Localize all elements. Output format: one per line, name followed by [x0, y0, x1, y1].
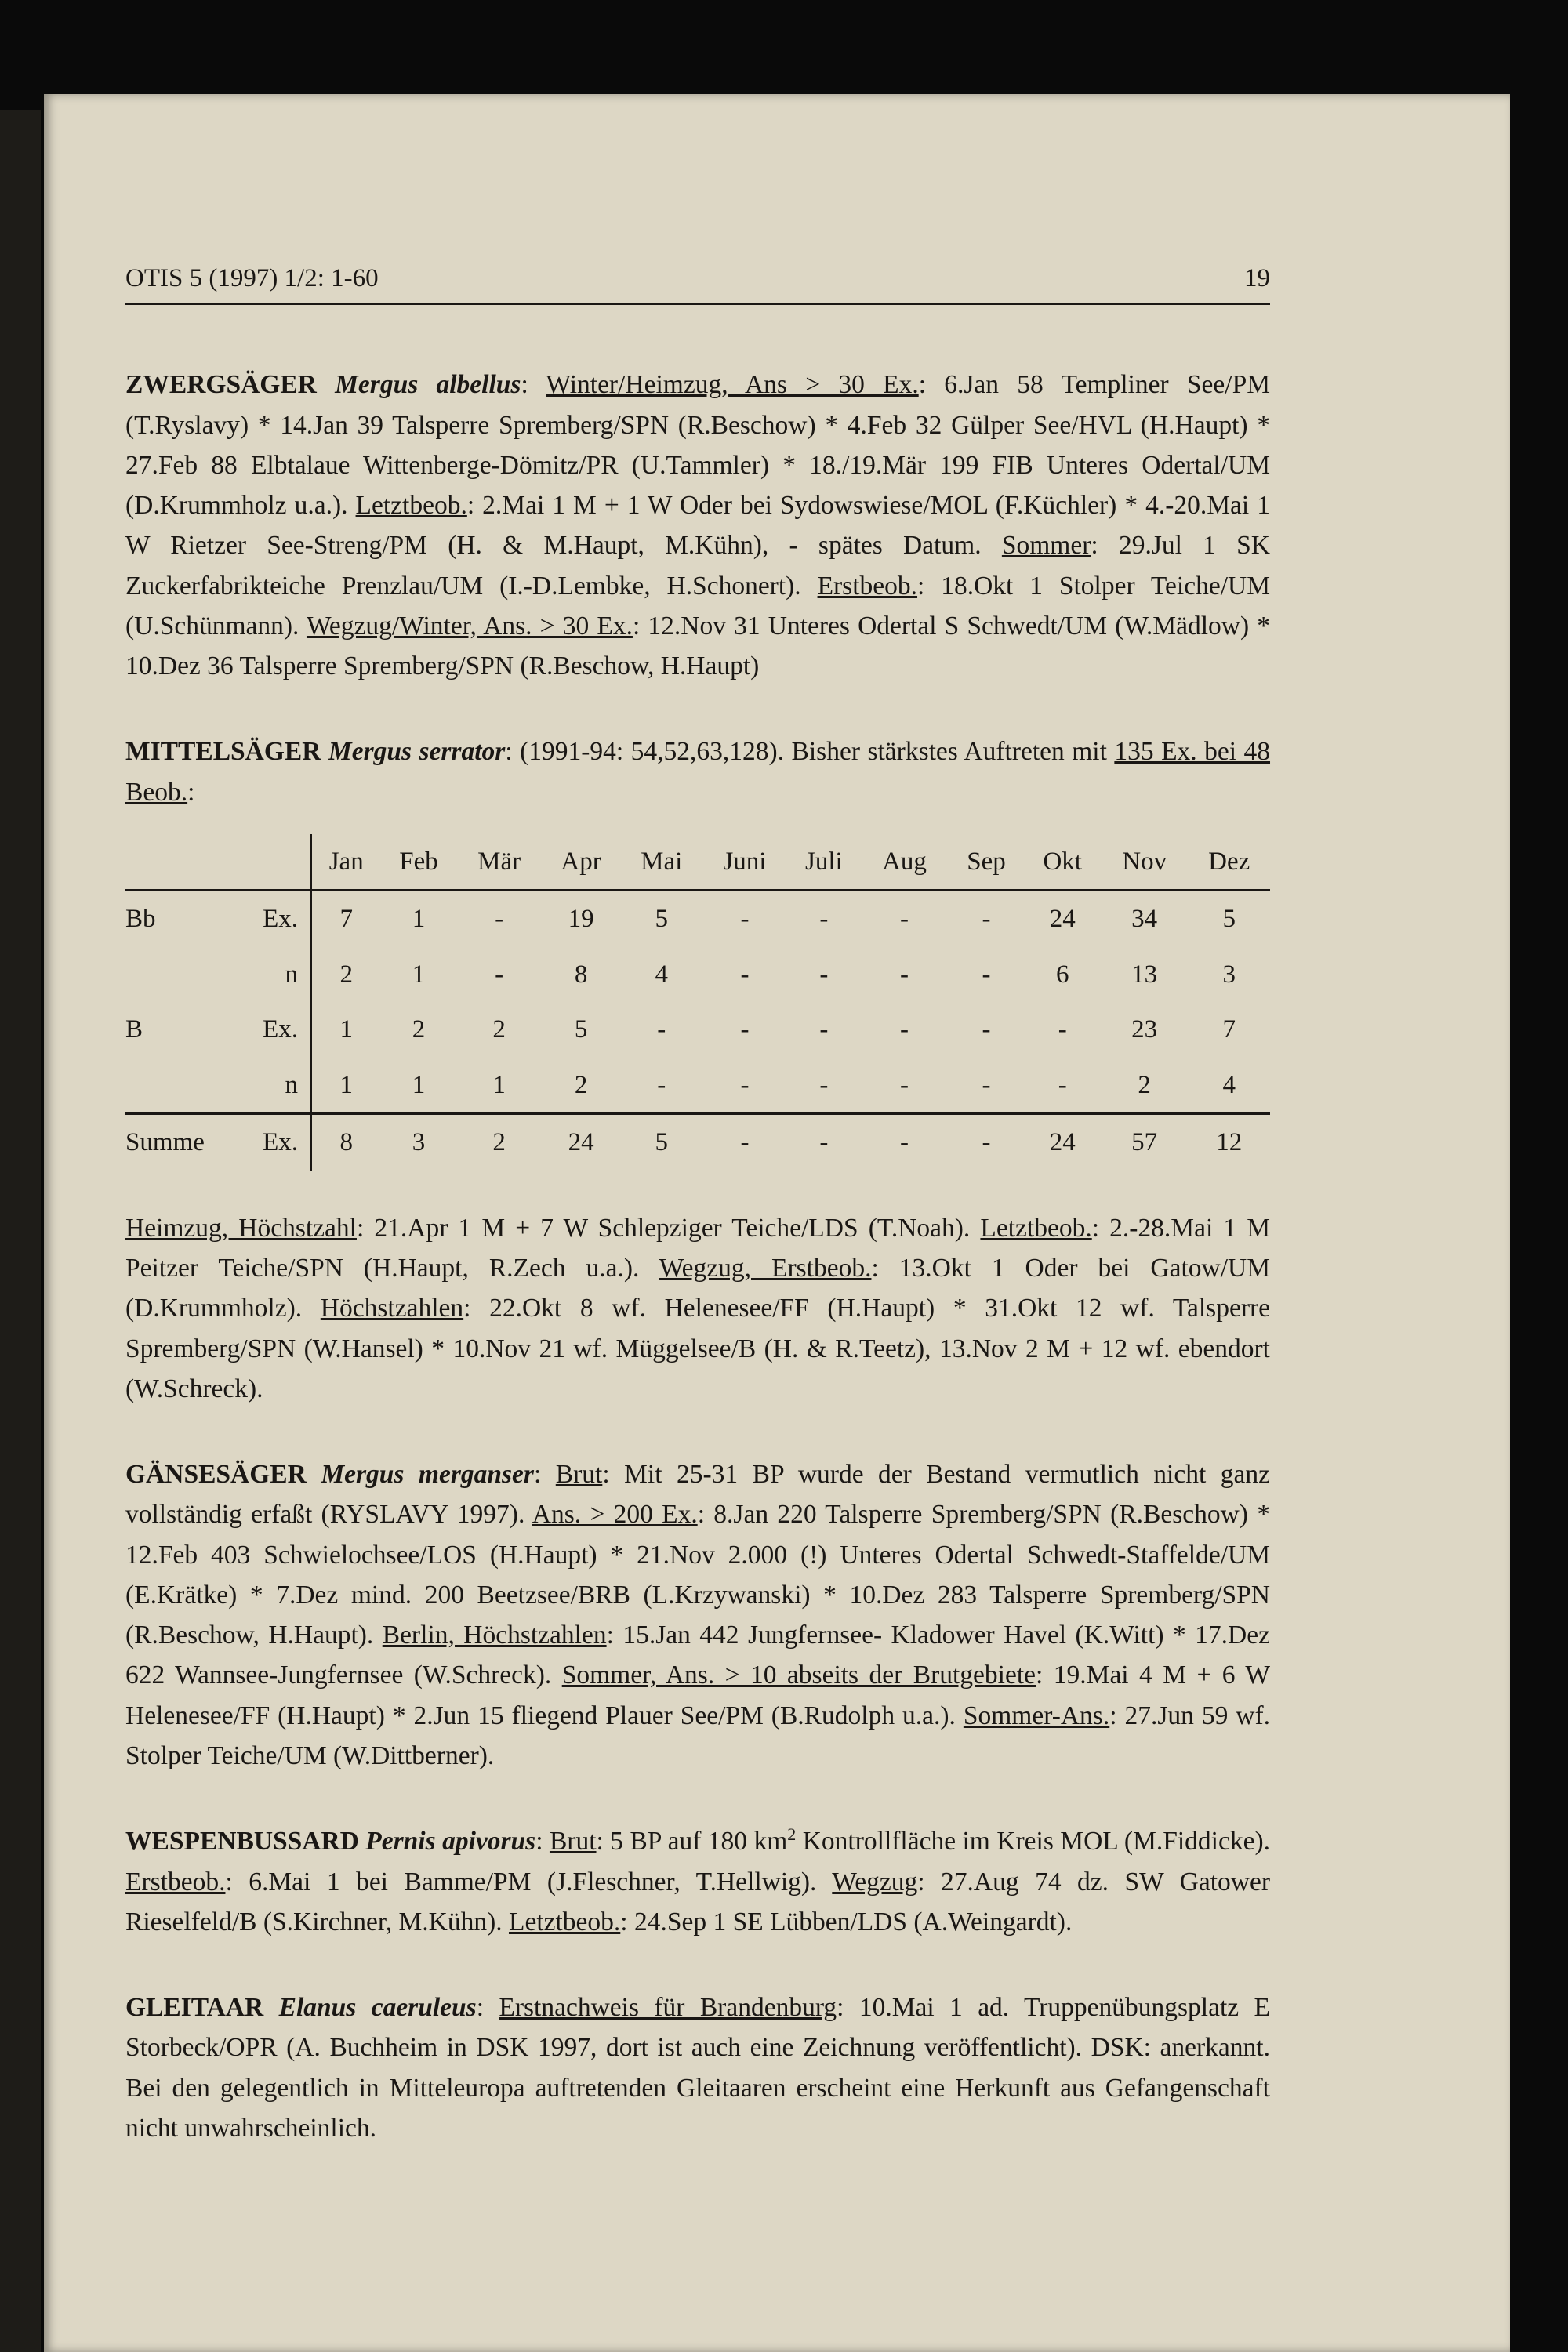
table-cell: 24	[542, 1114, 621, 1171]
table-cell: -	[819, 1070, 829, 1099]
row-type: Ex.	[235, 1002, 311, 1057]
table-cell: -	[657, 1070, 666, 1099]
entry-text: : 12.Nov 31 Unteres Odertal S Schwedt/UM (W.Mädlow) * 10.Dez 36 Talsperre Spremberg/SPN (R.Beschow, H.Haupt)	[125, 611, 1270, 681]
table-cell: 2	[492, 1015, 506, 1044]
section-label: Sommer, Ans. > 10 abseits der Brutgebiete	[561, 1661, 1036, 1690]
row-region	[125, 947, 235, 1002]
table-cell: 3	[1222, 960, 1236, 989]
table-cell: 13	[1131, 960, 1158, 989]
section-label: Letztbeob.	[980, 1213, 1092, 1243]
table-cell: 8	[574, 960, 588, 989]
table-cell: -	[787, 1114, 861, 1171]
section-label: Brut	[549, 1827, 597, 1857]
table-cell: 24	[1049, 905, 1076, 934]
entry-text: : 24.Sep 1 SE Lübben/LDS (A.Weingardt).	[620, 1907, 1073, 1936]
row-region: Bb	[125, 905, 156, 934]
row-region	[125, 1058, 235, 1114]
month-header: Dez	[1189, 834, 1271, 891]
section-label: Wegzug	[832, 1867, 918, 1896]
table-cell: -	[982, 1070, 991, 1099]
month-header: Nov	[1101, 834, 1189, 891]
month-header: Apr	[542, 834, 621, 891]
entry-gleitaar: GLEITAAR Elanus caeruleus: Erstnachweis für Brandenburg: 10.Mai 1 ad. Truppenübungsplatz E Storbeck/OPR (A. Buchheim in DSK 1997, dort ist auch eine Zeichnung veröffentlicht). DSK: anerkannt. Bei den gelegentlich in Mitteleuropa auftretenden Gleitaaren erscheint eine Herkunft aus Gefangenschaft nicht unwahrscheinlich.	[125, 1993, 1271, 2143]
month-header: Juni	[702, 834, 787, 891]
scientific-name: Mergus merganser	[321, 1460, 534, 1490]
entry-text: : 27.Jun 59 wf. Stolper Teiche/UM (W.Dittberner).	[125, 1700, 1270, 1770]
row-type: n	[235, 947, 311, 1002]
entry-mittelsaeger	[125, 731, 1270, 812]
scientific-name: Mergus serrator	[328, 737, 506, 767]
entry-text: : 19.Mai 4 M + 6 W Helenesee/FF (H.Haupt) * 2.Jun 15 fliegend Plauer See/PM (B.Rudolph u.a.).	[125, 1661, 1271, 1730]
table-cell: -	[819, 1015, 829, 1044]
row-region: Summe	[125, 1114, 235, 1171]
table-cell: -	[495, 905, 504, 934]
scientific-name: Elanus caeruleus	[278, 1993, 477, 2023]
table-cell: 24	[1025, 1114, 1101, 1171]
table-cell: 34	[1131, 905, 1158, 934]
table-cell: -	[740, 905, 750, 934]
table-cell: 2	[339, 960, 353, 989]
table-cell: -	[657, 1015, 666, 1044]
entry-text: : 18.Okt 1 Stolper Teiche/UM (U.Schünmann).	[125, 571, 1270, 641]
table-cell: -	[900, 1015, 909, 1044]
table-cell: 2	[574, 1070, 588, 1099]
entry-text: : 6.Mai 1 bei Bamme/PM (J.Fleschner, T.Hellwig).	[225, 1867, 833, 1896]
table-cell: 7	[1222, 1015, 1236, 1044]
header-cell	[235, 834, 311, 891]
table-row	[125, 1002, 1270, 1057]
entry-text: : 21.Apr 1 M + 7 W Schlepziger Teiche/LDS (T.Noah).	[356, 1213, 981, 1243]
section-label: Winter/Heimzug, Ans > 30 Ex.	[546, 370, 919, 400]
table-cell: -	[819, 960, 829, 989]
table-cell: -	[900, 960, 909, 989]
month-header: Mär	[457, 834, 542, 891]
table-row	[125, 1058, 1270, 1114]
table-cell: 2	[1138, 1070, 1151, 1099]
section-label: Heimzug, Höchstzahl	[125, 1213, 357, 1243]
table-cell: 1	[339, 1015, 353, 1044]
section-label: Wegzug, Erstbeob.	[659, 1254, 872, 1283]
entry-text: : 15.Jan 442 Jungfernsee- Kladower Havel (K.Witt) * 17.Dez 622 Wannsee-Jungfernsee (W.Schreck).	[125, 1621, 1270, 1690]
section-label: Ans. > 200 Ex.	[532, 1500, 698, 1530]
table-cell: -	[861, 1114, 949, 1171]
table-cell: 7	[339, 905, 353, 934]
entry-zwergsaeger: ZWERGSÄGER Mergus albellus: Winter/Heimzug, Ans > 30 Ex.: 6.Jan 58 Templiner See/PM (T.Ryslavy) * 14.Jan 39 Talsperre Spremberg/SPN (R.Beschow) * 4.Feb 32 Gülper See/HVL (H.Haupt) * 27.Feb 88 Elbtalaue Wittenberge-Dömitz/PR (U.Tammler) * 18./19.Mär 199 FIB Unteres Odertal/UM (D.Krummholz u.a.). Letztbeob.: 2.Mai 1 M + 1 W Oder bei Sydowswiese/MOL (F.Küchler) * 4.-20.Mai 1 W Rietzer See-Streng/PM (H. & M.Haupt, M.Kühn), - spätes Datum. Sommer: 29.Jul 1 SK Zuckerfabrikteiche Prenzlau/UM (I.-D.Lembke, H.Schonert). Erstbeob.: 18.Okt 1 Stolper Teiche/UM (U.Schünmann). Wegzug/Winter, Ans. > 30 Ex.: 12.Nov 31 Unteres Odertal S Schwedt/UM (W.Mädlow) * 10.Dez 36 Talsperre Spremberg/SPN (R.Beschow, H.Haupt)	[125, 370, 1270, 681]
table-cell: -	[982, 960, 991, 989]
entry-text: : 8.Jan 220 Talsperre Spremberg/SPN (R.Beschow) * 12.Feb 403 Schwielochsee/LOS (H.Haupt) * 21.Nov 2.000 (!) Unteres Odertal Schwedt-Staffelde/UM (E.Krätke) * 7.Dez mind. 200 Beetzsee/BRB (L.Krzywanski) * 10.Dez 283 Talsperre Spremberg/SPN (R.Beschow, H.Haupt).	[125, 1500, 1270, 1650]
table-cell: -	[740, 1015, 750, 1044]
entry-text: :	[187, 777, 195, 807]
month-header: Mai	[620, 834, 702, 891]
entry-text: : 29.Jul 1 SK Zuckerfabrikteiche Prenzlau/UM (I.-D.Lembke, H.Schonert).	[125, 531, 1270, 601]
species-name: GÄNSESÄGER	[125, 1460, 307, 1490]
table-cell: 57	[1101, 1114, 1189, 1171]
row-type: Ex.	[235, 891, 311, 947]
section-label: Letztbeob.	[508, 1907, 621, 1936]
entry-wespenbussard: WESPENBUSSARD Pernis apivorus: Brut: 5 BP auf 180 $km^2$ Kontrollfläche im Kreis MOL (M.Fiddicke). Erstbeob.: 6.Mai 1 bei Bamme/PM (J.Fleschner, T.Hellwig). Wegzug: 27.Aug 74 dz. SW Gatower Rieselfeld/B (S.Kirchner, M.Kühn). Letztbeob.: 24.Sep 1 SE Lübben/LDS (A.Weingardt).	[125, 1824, 1270, 1936]
table-cell: 1	[412, 960, 426, 989]
table-cell: 1	[412, 905, 426, 934]
section-label: Sommer	[1001, 531, 1091, 561]
table-cell: 2	[457, 1114, 542, 1171]
entry-text: : 5 BP auf 180 km	[596, 1827, 788, 1857]
table-cell: -	[1058, 1070, 1067, 1099]
table-cell: 8	[311, 1114, 380, 1171]
section-label: Höchstzahlen	[320, 1294, 464, 1323]
entry-text: : Mit 25-31 BP wurde der Bestand vermutlich nicht ganz vollständig erfaßt (RYSLAVY 1997).	[125, 1460, 1271, 1530]
section-label: Erstbeob.	[817, 571, 918, 601]
journal-citation: OTIS 5 (1997) 1/2: 1-60	[125, 264, 379, 292]
section-label: 135 Ex. bei 48 Beob.	[125, 737, 1271, 807]
entry-text: : (1991-94: 54,52,63,128). Bisher stärkstes Auftreten mit	[505, 737, 1115, 767]
section-label: Brut	[555, 1460, 603, 1490]
table-cell: 12	[1189, 1114, 1271, 1171]
section-label: Erstbeob.	[125, 1867, 226, 1896]
page-content	[125, 259, 1270, 2194]
section-label: Sommer-Ans.	[963, 1700, 1110, 1730]
entry-gaensesaeger: GÄNSESÄGER Mergus merganser: Brut: Mit 25-31 BP wurde der Bestand vermutlich nicht ganz vollständig erfaßt (RYSLAVY 1997). Ans. > 200 Ex.: 8.Jan 220 Talsperre Spremberg/SPN (R.Beschow) * 12.Feb 403 Schwielochsee/LOS (H.Haupt) * 21.Nov 2.000 (!) Unteres Odertal Schwedt-Staffelde/UM (E.Krätke) * 7.Dez mind. 200 Beetzsee/BRB (L.Krzywanski) * 10.Dez 283 Talsperre Spremberg/SPN (R.Beschow, H.Haupt). Berlin, Höchstzahlen: 15.Jan 442 Jungfernsee- Kladower Havel (K.Witt) * 17.Dez 622 Wannsee-Jungfernsee (W.Schreck). Sommer, Ans. > 10 abseits der Brutgebiete: 19.Mai 4 M + 6 W Helenesee/FF (H.Haupt) * 2.Jun 15 fliegend Plauer See/PM (B.Rudolph u.a.). Sommer-Ans.: 27.Jun 59 wf. Stolper Teiche/UM (W.Dittberner).	[125, 1460, 1271, 1770]
table-row	[125, 1114, 1270, 1171]
table-cell: 5	[1222, 905, 1236, 934]
table-cell: 5	[655, 905, 668, 934]
table-cell: 4	[1222, 1070, 1236, 1099]
left-page-edge	[0, 110, 41, 2352]
superscript: 2	[787, 1824, 797, 1845]
month-header: Feb	[380, 834, 456, 891]
entry-text: : 10.Mai 1 ad. Truppenübungsplatz E Storbeck/OPR (A. Buchheim in DSK 1997, dort ist auch eine Zeichnung veröffentlicht). DSK: anerkannt. Bei den gelegentlich in Mitteleuropa auftretenden Gleitaaren erscheint eine Herkunft aus Gefangenschaft nicht unwahrscheinlich.	[125, 1993, 1271, 2143]
month-header: Juli	[787, 834, 861, 891]
entry-text: : 22.Okt 8 wf. Helenesee/FF (H.Haupt) * 31.Okt 12 wf. Talsperre Spremberg/SPN (W.Hansel) * 10.Nov 21 wf. Müggelsee/B (H. & R.Teetz), 13.Nov 2 M + 12 wf. ebendort (W.Schreck).	[125, 1294, 1271, 1403]
entry-text: : 13.Okt 1 Oder bei Gatow/UM (D.Krummholz).	[125, 1254, 1270, 1323]
species-name: WESPENBUSSARD	[125, 1827, 359, 1857]
table-cell: -	[702, 1114, 787, 1171]
table-cell: -	[900, 905, 909, 934]
month-header: Sep	[948, 834, 1024, 891]
scientific-name: Mergus albellus	[335, 370, 521, 400]
table-cell: -	[900, 1070, 909, 1099]
species-name: GLEITAAR	[125, 1993, 264, 2023]
section-label: Letztbeob.	[355, 491, 467, 521]
table-cell: 19	[568, 905, 594, 934]
month-header: Aug	[861, 834, 949, 891]
entry-text: : 2.Mai 1 M + 1 W Oder bei Sydowswiese/MOL (F.Küchler) * 4.-20.Mai 1 W Rietzer See-Streng/PM (H. & M.Haupt, M.Kühn), - spätes Datum.	[125, 491, 1270, 561]
section-label: Berlin, Höchstzahlen	[382, 1621, 607, 1650]
row-type: Ex.	[235, 1114, 311, 1171]
row-region: B	[125, 1015, 143, 1044]
table-cell: -	[819, 905, 829, 934]
page-number: 19	[1244, 264, 1270, 292]
table-row	[125, 891, 1270, 947]
table-cell: 23	[1131, 1015, 1158, 1044]
monthly-table	[125, 834, 1270, 1171]
table-cell: -	[982, 1015, 991, 1044]
table-header-row	[125, 834, 1270, 891]
entry-text: : 27.Aug 74 dz. SW Gatower Rieselfeld/B (S.Kirchner, M.Kühn).	[125, 1867, 1270, 1936]
table-cell: -	[740, 960, 750, 989]
table-cell: 5	[574, 1015, 588, 1044]
header-cell	[125, 834, 235, 891]
row-type: n	[235, 1058, 311, 1114]
table-cell: -	[948, 1114, 1024, 1171]
table-cell: 5	[620, 1114, 702, 1171]
table-cell: -	[1058, 1015, 1067, 1044]
table-cell: 3	[380, 1114, 456, 1171]
section-label: Wegzug/Winter, Ans. > 30 Ex.	[306, 611, 633, 641]
month-header: Okt	[1025, 834, 1101, 891]
section-label: Erstnachweis für Brandenburg	[499, 1993, 837, 2023]
table-cell: -	[982, 905, 991, 934]
table-row	[125, 947, 1270, 1002]
entry-text: : 6.Jan 58 Templiner See/PM (T.Ryslavy) * 14.Jan 39 Talsperre Spremberg/SPN (R.Beschow) * 4.Feb 32 Gülper See/HVL (H.Haupt) * 27.Feb 88 Elbtalaue Wittenberge-Dömitz/PR (U.Tammler) * 18./19.Mär 199 FIB Unteres Odertal/UM (D.Krummholz u.a.).	[125, 370, 1270, 521]
scientific-name: Pernis apivorus	[365, 1827, 536, 1857]
species-name: ZWERGSÄGER	[125, 370, 317, 400]
running-header	[125, 259, 1270, 305]
entry-mittelsaeger-details	[125, 1208, 1270, 1409]
table-cell: 2	[412, 1015, 426, 1044]
table-cell: 4	[655, 960, 668, 989]
table-cell: -	[495, 960, 504, 989]
table-cell: 1	[412, 1070, 426, 1099]
table-cell: 6	[1055, 960, 1069, 989]
table-cell: 1	[339, 1070, 353, 1099]
entry-text: : 2.-28.Mai 1 M Peitzer Teiche/SPN (H.Haupt, R.Zech u.a.).	[125, 1213, 1271, 1283]
table-cell: -	[740, 1070, 750, 1099]
species-name: MITTELSÄGER	[125, 737, 321, 767]
entry-text: Kontrollfläche im Kreis MOL (M.Fiddicke).	[796, 1827, 1270, 1857]
table-cell: 1	[492, 1070, 506, 1099]
month-header: Jan	[311, 834, 380, 891]
